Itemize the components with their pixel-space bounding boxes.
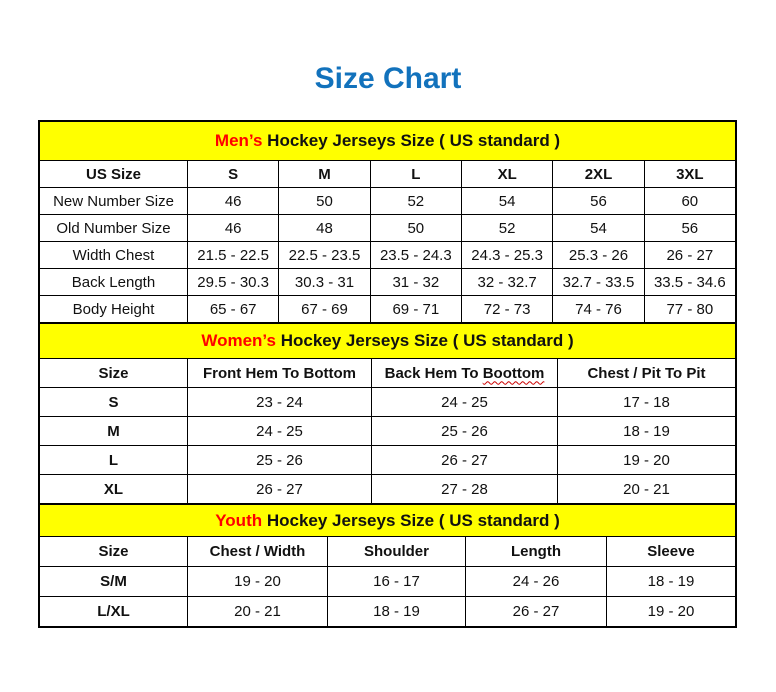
- womens-column-header-row: [40, 359, 736, 388]
- table-cell: 26 - 27: [466, 597, 607, 627]
- table-cell: 54: [461, 188, 552, 215]
- youth-section-header: [40, 505, 736, 537]
- womens-col-chest: Chest / Pit To Pit: [558, 359, 736, 388]
- table-cell: 31 - 32: [370, 269, 461, 296]
- table-cell: 18 - 19: [558, 417, 736, 446]
- table-cell: 18 - 19: [328, 597, 466, 627]
- mens-section-highlight: Men’s: [214, 131, 263, 150]
- womens-col-back-hem: [372, 359, 558, 388]
- mens-col-3xl: 3XL: [644, 161, 735, 188]
- youth-section-title-rest: Hockey Jerseys Size ( US standard ): [262, 510, 560, 530]
- youth-col-shoulder: Shoulder: [328, 537, 466, 567]
- row-label: L: [40, 446, 188, 475]
- youth-col-chest-width: Chest / Width: [188, 537, 328, 567]
- table-cell: 19 - 20: [188, 567, 328, 597]
- table-cell: 16 - 17: [328, 567, 466, 597]
- mens-size-table: [39, 121, 736, 323]
- table-cell: 74 - 76: [553, 296, 644, 323]
- row-label: Width Chest: [40, 242, 188, 269]
- table-cell: 54: [553, 215, 644, 242]
- table-cell: 33.5 - 34.6: [644, 269, 735, 296]
- table-cell: 23.5 - 24.3: [370, 242, 461, 269]
- table-cell: 69 - 71: [370, 296, 461, 323]
- mens-column-header-row: [40, 161, 736, 188]
- table-cell: 52: [461, 215, 552, 242]
- table-row: [40, 417, 736, 446]
- table-cell: 25 - 26: [372, 417, 558, 446]
- youth-col-size: Size: [40, 537, 188, 567]
- row-label: XL: [40, 475, 188, 504]
- womens-section-highlight: Women’s: [201, 331, 276, 350]
- mens-col-s: S: [188, 161, 279, 188]
- table-cell: 26 - 27: [372, 446, 558, 475]
- table-cell: 20 - 21: [558, 475, 736, 504]
- mens-col-us-size: US Size: [40, 161, 188, 188]
- table-cell: 29.5 - 30.3: [188, 269, 279, 296]
- table-cell: 26 - 27: [188, 475, 372, 504]
- table-cell: 30.3 - 31: [279, 269, 370, 296]
- table-cell: 77 - 80: [644, 296, 735, 323]
- row-label: S: [40, 388, 188, 417]
- mens-col-l: L: [370, 161, 461, 188]
- table-cell: 18 - 19: [607, 567, 736, 597]
- table-cell: 65 - 67: [188, 296, 279, 323]
- table-cell: 52: [370, 188, 461, 215]
- youth-col-sleeve: Sleeve: [607, 537, 736, 567]
- table-cell: 17 - 18: [558, 388, 736, 417]
- table-row: [40, 215, 736, 242]
- youth-size-table: [39, 504, 736, 627]
- table-cell: 26 - 27: [644, 242, 735, 269]
- youth-section-highlight: Youth: [215, 510, 263, 530]
- womens-col-back-hem-misspelled: Boottom: [482, 364, 545, 382]
- table-cell: 20 - 21: [188, 597, 328, 627]
- table-row: [40, 597, 736, 627]
- mens-section-header: [40, 122, 736, 161]
- table-cell: 32 - 32.7: [461, 269, 552, 296]
- youth-section-header-row: [40, 505, 736, 537]
- womens-section-header-row: [40, 324, 736, 359]
- womens-section-title-rest: Hockey Jerseys Size ( US standard ): [275, 331, 574, 350]
- mens-section-header-row: [40, 122, 736, 161]
- row-label: Body Height: [40, 296, 188, 323]
- table-cell: 50: [370, 215, 461, 242]
- table-cell: 67 - 69: [279, 296, 370, 323]
- table-cell: 32.7 - 33.5: [553, 269, 644, 296]
- row-label: New Number Size: [40, 188, 188, 215]
- womens-section-header: [40, 324, 736, 359]
- table-row: [40, 296, 736, 323]
- table-cell: 22.5 - 23.5: [279, 242, 370, 269]
- mens-col-2xl: 2XL: [553, 161, 644, 188]
- size-chart-tables: [38, 120, 737, 628]
- table-cell: 48: [279, 215, 370, 242]
- table-cell: 25 - 26: [188, 446, 372, 475]
- row-label: Old Number Size: [40, 215, 188, 242]
- youth-col-length: Length: [466, 537, 607, 567]
- mens-col-m: M: [279, 161, 370, 188]
- table-cell: 24 - 26: [466, 567, 607, 597]
- row-label: M: [40, 417, 188, 446]
- table-cell: 24 - 25: [372, 388, 558, 417]
- table-cell: 24.3 - 25.3: [461, 242, 552, 269]
- womens-col-front-hem: Front Hem To Bottom: [188, 359, 372, 388]
- womens-col-back-hem-prefix: Back Hem To: [384, 364, 483, 382]
- row-label: Back Length: [40, 269, 188, 296]
- table-cell: 50: [279, 188, 370, 215]
- page-title: Size Chart: [314, 62, 462, 95]
- table-cell: 56: [553, 188, 644, 215]
- table-row: [40, 188, 736, 215]
- table-row: [40, 269, 736, 296]
- row-label: L/XL: [40, 597, 188, 627]
- table-cell: 27 - 28: [372, 475, 558, 504]
- womens-col-size: Size: [40, 359, 188, 388]
- mens-section-title-rest: Hockey Jerseys Size ( US standard ): [262, 131, 561, 150]
- table-cell: 46: [188, 215, 279, 242]
- table-cell: 19 - 20: [558, 446, 736, 475]
- table-cell: 23 - 24: [188, 388, 372, 417]
- row-label: S/M: [40, 567, 188, 597]
- table-row: [40, 242, 736, 269]
- womens-size-table: [39, 323, 736, 504]
- table-row: [40, 446, 736, 475]
- table-cell: 21.5 - 22.5: [188, 242, 279, 269]
- table-row: [40, 567, 736, 597]
- table-cell: 46: [188, 188, 279, 215]
- table-cell: 24 - 25: [188, 417, 372, 446]
- table-row: [40, 388, 736, 417]
- table-cell: 19 - 20: [607, 597, 736, 627]
- table-cell: 60: [644, 188, 735, 215]
- table-cell: 56: [644, 215, 735, 242]
- youth-column-header-row: [40, 537, 736, 567]
- table-cell: 72 - 73: [461, 296, 552, 323]
- table-cell: 25.3 - 26: [553, 242, 644, 269]
- mens-col-xl: XL: [461, 161, 552, 188]
- table-row: [40, 475, 736, 504]
